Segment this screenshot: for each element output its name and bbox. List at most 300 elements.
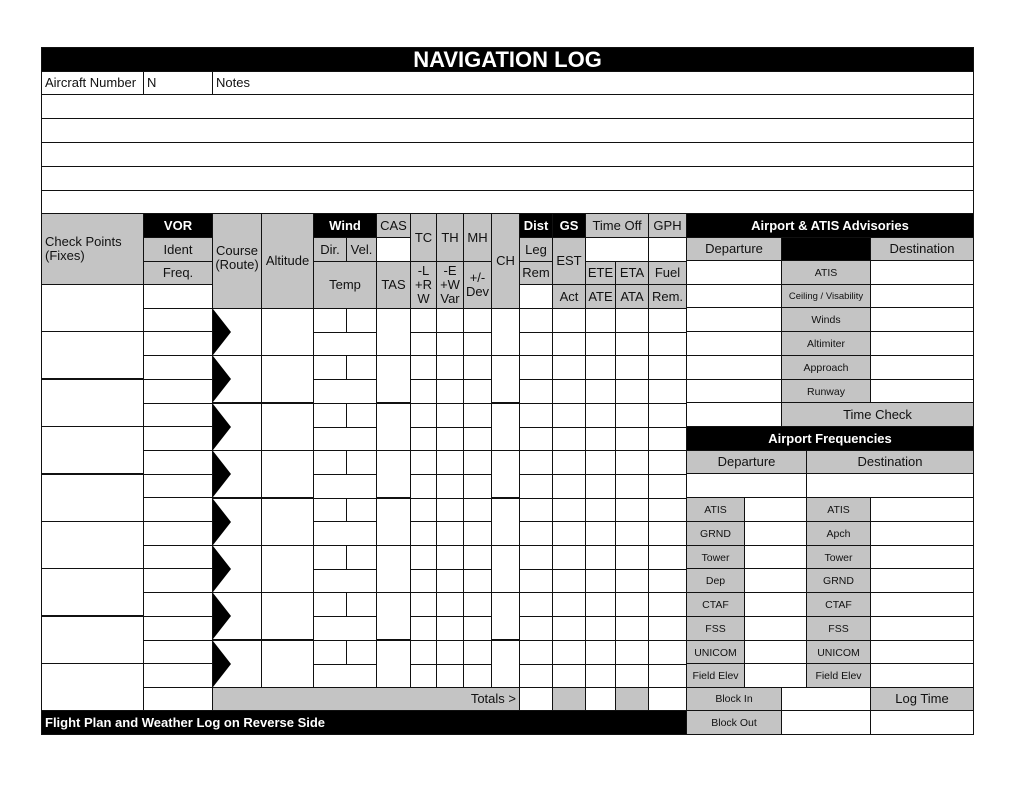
heading-cell[interactable] — [410, 379, 437, 404]
temp-cell[interactable] — [313, 521, 377, 546]
freq-departure-header — [686, 450, 807, 474]
notes-line[interactable] — [41, 142, 974, 167]
log-cell[interactable] — [648, 308, 687, 333]
altitude-cell[interactable] — [261, 308, 314, 356]
heading-cell[interactable] — [463, 379, 492, 404]
wind-dir-cell[interactable] — [313, 308, 347, 333]
notes-line[interactable] — [41, 166, 974, 191]
vor-cell[interactable] — [143, 497, 213, 522]
notes-line[interactable] — [41, 94, 974, 119]
heading-cell[interactable] — [436, 521, 464, 546]
check-points-label: Check Points (Fixes) — [45, 234, 122, 263]
total-eta — [615, 687, 649, 711]
tas-cell[interactable] — [376, 403, 411, 451]
freq-departure-value[interactable] — [744, 616, 807, 641]
header-vel — [346, 237, 377, 262]
altitude-cell[interactable] — [261, 545, 314, 593]
course-arrow-icon — [213, 593, 231, 639]
wind-vel-cell[interactable] — [346, 308, 377, 333]
log-cell[interactable] — [519, 308, 553, 333]
freq-departure-airport[interactable] — [686, 473, 807, 498]
log-cell[interactable] — [615, 640, 649, 665]
log-cell[interactable] — [552, 569, 586, 594]
wind-vel-cell[interactable] — [346, 355, 377, 380]
log-cell[interactable] — [615, 379, 649, 404]
log-cell[interactable] — [519, 403, 553, 428]
header-gs — [552, 213, 586, 238]
log-cell[interactable] — [648, 450, 687, 475]
vor-label: VOR — [163, 217, 193, 233]
heading-cell[interactable] — [410, 545, 437, 570]
log-cell[interactable] — [648, 616, 687, 641]
freq-destination-label-text: ATIS — [827, 503, 850, 516]
log-cell[interactable] — [585, 498, 616, 523]
altitude-cell[interactable] — [261, 403, 314, 451]
wind-dir-cell[interactable] — [313, 498, 347, 523]
vor-cell[interactable] — [143, 284, 213, 309]
freq-departure-label — [686, 616, 745, 641]
notes-line[interactable] — [41, 118, 974, 143]
freq-destination-value[interactable] — [870, 568, 974, 593]
log-cell[interactable] — [648, 521, 687, 546]
atis-row-label — [781, 284, 871, 309]
check-point-cell[interactable] — [41, 474, 144, 522]
log-cell[interactable] — [615, 474, 649, 499]
totals-label — [212, 687, 520, 711]
log-cell[interactable] — [615, 498, 649, 523]
heading-cell[interactable] — [410, 403, 437, 428]
log-cell[interactable] — [585, 592, 616, 617]
log-cell[interactable] — [519, 592, 553, 617]
freq-destination-airport[interactable] — [806, 473, 974, 498]
heading-cell[interactable] — [463, 450, 492, 475]
check-point-cell[interactable] — [41, 568, 144, 616]
header-dev — [463, 261, 492, 309]
log-cell[interactable] — [585, 308, 616, 333]
tas-cell[interactable] — [376, 640, 411, 688]
block-out-field[interactable] — [781, 710, 871, 735]
log-cell[interactable] — [615, 592, 649, 617]
log-time-field[interactable] — [870, 710, 974, 735]
freq-destination-label-text: GRND — [823, 574, 854, 587]
heading-cell[interactable] — [410, 521, 437, 546]
vor-cell[interactable] — [143, 403, 213, 428]
heading-cell[interactable] — [463, 474, 492, 499]
freq-destination-value[interactable] — [870, 640, 974, 665]
n-prefix: N — [147, 75, 157, 90]
wind-dir-cell[interactable] — [313, 355, 347, 380]
wind-dir-cell[interactable] — [313, 545, 347, 570]
log-cell[interactable] — [552, 474, 586, 499]
heading-cell[interactable] — [436, 403, 464, 428]
time-off-value[interactable] — [585, 237, 649, 262]
header-gph — [648, 213, 687, 238]
tas-cell[interactable] — [376, 355, 411, 403]
ch-cell[interactable] — [491, 640, 520, 688]
heading-cell[interactable] — [410, 569, 437, 594]
aircraft-number-label-text: Aircraft Number — [45, 75, 137, 90]
log-cell[interactable] — [585, 332, 616, 357]
log-cell[interactable] — [519, 427, 553, 452]
altitude-label: Altitude — [265, 253, 310, 268]
log-cell[interactable] — [648, 355, 687, 380]
log-cell[interactable] — [552, 521, 586, 546]
log-cell[interactable] — [615, 569, 649, 594]
check-point-cell[interactable] — [41, 663, 144, 711]
freq-destination-label-text: Tower — [824, 551, 853, 564]
freq-departure-label-text: UNICOM — [694, 646, 737, 659]
dist-blank[interactable] — [519, 284, 553, 309]
atis-departure-cell[interactable] — [686, 284, 782, 309]
log-cell[interactable] — [519, 474, 553, 499]
block-in-label — [686, 687, 782, 711]
ch-cell[interactable] — [491, 545, 520, 593]
block-in-field[interactable] — [781, 687, 871, 711]
tas-cell[interactable] — [376, 545, 411, 593]
log-cell[interactable] — [552, 427, 586, 452]
heading-cell[interactable] — [463, 332, 492, 357]
ch-cell[interactable] — [491, 308, 520, 356]
log-cell[interactable] — [648, 640, 687, 665]
freq-departure-value[interactable] — [744, 640, 807, 665]
atis-destination-cell[interactable] — [870, 307, 974, 332]
vor-cell[interactable] — [143, 331, 213, 356]
time-check-departure[interactable] — [686, 402, 782, 427]
freq-departure-label — [686, 545, 745, 570]
freq-departure-label — [686, 640, 745, 665]
log-cell[interactable] — [585, 640, 616, 665]
vor-cell[interactable] — [143, 545, 213, 570]
atis-departure-cell[interactable] — [686, 307, 782, 332]
log-cell[interactable] — [648, 498, 687, 523]
wind-dir-cell[interactable] — [313, 450, 347, 475]
heading-cell[interactable] — [436, 450, 464, 475]
heading-cell[interactable] — [436, 616, 464, 641]
tas-cell[interactable] — [376, 498, 411, 546]
heading-cell[interactable] — [463, 427, 492, 452]
ch-cell[interactable] — [491, 355, 520, 403]
heading-cell[interactable] — [463, 521, 492, 546]
total-dist[interactable] — [519, 687, 553, 711]
heading-cell[interactable] — [410, 450, 437, 475]
log-cell[interactable] — [552, 355, 586, 380]
heading-cell[interactable] — [436, 640, 464, 665]
log-cell[interactable] — [519, 569, 553, 594]
freq-departure-value[interactable] — [744, 545, 807, 570]
gph-value[interactable] — [648, 237, 687, 262]
header-mh — [463, 213, 492, 262]
log-cell[interactable] — [615, 427, 649, 452]
atis-title-text: Airport & ATIS Advisories — [751, 217, 909, 233]
check-point-cell[interactable] — [41, 331, 144, 379]
freq-destination-value[interactable] — [870, 592, 974, 617]
log-cell[interactable] — [615, 355, 649, 380]
log-cell[interactable] — [615, 332, 649, 357]
heading-cell[interactable] — [463, 403, 492, 428]
heading-cell[interactable] — [410, 355, 437, 380]
heading-cell[interactable] — [463, 640, 492, 665]
freq-destination-value[interactable] — [870, 616, 974, 641]
airport-frequencies-title — [686, 426, 974, 451]
check-point-cell[interactable] — [41, 616, 144, 664]
log-cell[interactable] — [615, 403, 649, 428]
log-cell[interactable] — [552, 545, 586, 570]
atis-row-label-text: Runway — [807, 385, 845, 398]
atis-departure-cell[interactable] — [686, 260, 782, 285]
heading-cell[interactable] — [463, 308, 492, 333]
log-cell[interactable] — [519, 521, 553, 546]
vor-cell[interactable] — [143, 308, 213, 333]
heading-cell[interactable] — [410, 592, 437, 617]
heading-cell[interactable] — [410, 664, 437, 689]
log-cell[interactable] — [519, 664, 553, 689]
ch-cell[interactable] — [491, 403, 520, 451]
heading-cell[interactable] — [436, 498, 464, 523]
log-cell[interactable] — [552, 379, 586, 404]
log-cell[interactable] — [648, 379, 687, 404]
altitude-cell[interactable] — [261, 450, 314, 498]
temp-cell[interactable] — [313, 379, 377, 404]
freq-destination-value[interactable] — [870, 545, 974, 570]
freq-destination-value[interactable] — [870, 497, 974, 522]
freq-departure-value[interactable] — [744, 497, 807, 522]
wind-vel-cell[interactable] — [346, 640, 377, 665]
freq-departure-value[interactable] — [744, 568, 807, 593]
heading-cell[interactable] — [436, 664, 464, 689]
wind-dir-cell[interactable] — [313, 640, 347, 665]
log-cell[interactable] — [585, 545, 616, 570]
log-cell[interactable] — [648, 403, 687, 428]
vor-cell[interactable] — [143, 521, 213, 546]
log-cell[interactable] — [552, 616, 586, 641]
freq-destination-label-text: FSS — [828, 622, 849, 635]
vor-cell[interactable] — [143, 426, 213, 451]
freq-destination-value[interactable] — [870, 663, 974, 688]
heading-cell[interactable] — [463, 592, 492, 617]
vor-cell[interactable] — [143, 355, 213, 380]
log-cell[interactable] — [552, 592, 586, 617]
check-point-cell[interactable] — [41, 521, 144, 569]
wind-dir-cell[interactable] — [313, 403, 347, 428]
altitude-cell[interactable] — [261, 355, 314, 403]
log-cell[interactable] — [552, 640, 586, 665]
temp-cell[interactable] — [313, 664, 377, 689]
course-arrow-icon — [213, 309, 231, 355]
heading-cell[interactable] — [463, 545, 492, 570]
log-cell[interactable] — [552, 450, 586, 475]
footer-note — [41, 710, 688, 735]
log-cell[interactable] — [552, 403, 586, 428]
log-cell[interactable] — [648, 474, 687, 499]
heading-cell[interactable] — [463, 664, 492, 689]
freq-destination-value[interactable] — [870, 521, 974, 546]
log-cell[interactable] — [552, 332, 586, 357]
atis-departure-cell[interactable] — [686, 331, 782, 356]
heading-cell[interactable] — [410, 427, 437, 452]
header-fuel — [648, 261, 687, 285]
log-cell[interactable] — [585, 521, 616, 546]
check-point-cell[interactable] — [41, 284, 144, 332]
header-ident — [143, 237, 213, 262]
log-cell[interactable] — [585, 450, 616, 475]
vor-cell[interactable] — [143, 474, 213, 499]
log-cell[interactable] — [519, 498, 553, 523]
log-cell[interactable] — [615, 664, 649, 689]
vor-cell[interactable] — [143, 568, 213, 593]
log-cell[interactable] — [615, 308, 649, 333]
log-cell[interactable] — [552, 664, 586, 689]
fuel-rem-label: Rem. — [651, 288, 684, 304]
altitude-cell[interactable] — [261, 640, 314, 688]
log-cell[interactable] — [585, 403, 616, 428]
tas-cell[interactable] — [376, 450, 411, 498]
freq-departure-label-text: ATIS — [704, 503, 727, 516]
altitude-cell[interactable] — [261, 592, 314, 640]
log-cell[interactable] — [585, 474, 616, 499]
freq-departure-value[interactable] — [744, 521, 807, 546]
altitude-cell[interactable] — [261, 498, 314, 546]
log-cell[interactable] — [648, 332, 687, 357]
temp-cell[interactable] — [313, 569, 377, 594]
log-cell[interactable] — [648, 592, 687, 617]
log-cell[interactable] — [585, 569, 616, 594]
total-gs — [552, 687, 586, 711]
log-cell[interactable] — [552, 308, 586, 333]
log-cell[interactable] — [648, 664, 687, 689]
heading-cell[interactable] — [410, 474, 437, 499]
heading-cell[interactable] — [436, 427, 464, 452]
notes-line[interactable] — [41, 190, 974, 214]
freq-destination-label — [806, 545, 871, 570]
course-arrow-icon — [213, 451, 231, 497]
log-cell[interactable] — [519, 640, 553, 665]
log-cell[interactable] — [552, 498, 586, 523]
wind-dir-cell[interactable] — [313, 592, 347, 617]
heading-cell[interactable] — [410, 308, 437, 333]
time-check-label — [781, 402, 974, 427]
heading-cell[interactable] — [410, 498, 437, 523]
temp-label: Temp — [329, 277, 361, 292]
atis-departure-cell[interactable] — [686, 379, 782, 404]
cas-value[interactable] — [376, 237, 411, 262]
heading-cell[interactable] — [436, 332, 464, 357]
wind-vel-cell[interactable] — [346, 498, 377, 523]
tas-cell[interactable] — [376, 308, 411, 356]
wind-vel-cell[interactable] — [346, 450, 377, 475]
freq-destination-label — [806, 640, 871, 665]
atis-destination-cell[interactable] — [870, 331, 974, 356]
log-cell[interactable] — [585, 664, 616, 689]
header-est — [552, 237, 586, 285]
heading-cell[interactable] — [436, 474, 464, 499]
atis-destination-cell[interactable] — [870, 355, 974, 380]
notes-field[interactable] — [212, 71, 974, 95]
vor-cell[interactable] — [143, 450, 213, 475]
ch-cell[interactable] — [491, 592, 520, 640]
temp-cell[interactable] — [313, 474, 377, 499]
rem-label: Rem — [522, 265, 550, 280]
freq-departure-text: Departure — [717, 454, 776, 469]
ch-cell[interactable] — [491, 498, 520, 546]
vor-cell[interactable] — [143, 640, 213, 665]
log-cell[interactable] — [519, 379, 553, 404]
heading-cell[interactable] — [410, 616, 437, 641]
vor-cell[interactable] — [143, 663, 213, 688]
vor-cell[interactable] — [143, 379, 213, 404]
atis-departure-header — [686, 237, 782, 261]
heading-cell[interactable] — [463, 616, 492, 641]
heading-cell[interactable] — [463, 355, 492, 380]
freq-departure-value[interactable] — [744, 663, 807, 688]
heading-cell[interactable] — [436, 308, 464, 333]
heading-cell[interactable] — [436, 545, 464, 570]
check-point-cell[interactable] — [41, 379, 144, 427]
heading-cell[interactable] — [410, 332, 437, 357]
log-cell[interactable] — [585, 427, 616, 452]
header-dist — [519, 213, 553, 238]
heading-cell[interactable] — [463, 569, 492, 594]
tas-cell[interactable] — [376, 592, 411, 640]
atis-destination-cell[interactable] — [870, 260, 974, 285]
wind-vel-cell[interactable] — [346, 545, 377, 570]
atis-departure-cell[interactable] — [686, 355, 782, 380]
log-cell[interactable] — [585, 355, 616, 380]
log-cell[interactable] — [615, 616, 649, 641]
atis-row-label-text: Winds — [811, 313, 841, 326]
heading-cell[interactable] — [436, 569, 464, 594]
freq-destination-label — [806, 592, 871, 617]
freq-departure-label-text: CTAF — [702, 598, 729, 611]
wind-vel-cell[interactable] — [346, 403, 377, 428]
aircraft-n-field[interactable] — [143, 71, 213, 95]
atis-destination-cell[interactable] — [870, 284, 974, 309]
ate-label: ATE — [588, 288, 613, 304]
temp-cell[interactable] — [313, 427, 377, 452]
wind-vel-cell[interactable] — [346, 592, 377, 617]
atis-destination-cell[interactable] — [870, 379, 974, 404]
log-cell[interactable] — [585, 379, 616, 404]
heading-cell[interactable] — [436, 379, 464, 404]
heading-cell[interactable] — [410, 640, 437, 665]
vor-cell[interactable] — [143, 592, 213, 617]
heading-cell[interactable] — [436, 355, 464, 380]
log-cell[interactable] — [615, 521, 649, 546]
log-cell[interactable] — [615, 450, 649, 475]
heading-cell[interactable] — [436, 592, 464, 617]
temp-cell[interactable] — [313, 616, 377, 641]
log-cell[interactable] — [648, 545, 687, 570]
log-cell[interactable] — [519, 616, 553, 641]
heading-cell[interactable] — [463, 498, 492, 523]
log-cell[interactable] — [615, 545, 649, 570]
header-eta — [615, 261, 649, 285]
log-cell[interactable] — [585, 616, 616, 641]
dir-label: Dir. — [320, 241, 340, 257]
ch-cell[interactable] — [491, 450, 520, 498]
log-cell[interactable] — [519, 450, 553, 475]
temp-cell[interactable] — [313, 332, 377, 357]
log-cell[interactable] — [519, 332, 553, 357]
log-cell[interactable] — [648, 569, 687, 594]
log-cell[interactable] — [519, 545, 553, 570]
freq-departure-value[interactable] — [744, 592, 807, 617]
log-cell[interactable] — [648, 427, 687, 452]
check-point-cell[interactable] — [41, 426, 144, 474]
log-cell[interactable] — [519, 355, 553, 380]
total-ete[interactable] — [585, 687, 616, 711]
total-fuel[interactable] — [648, 687, 687, 711]
vor-cell[interactable] — [143, 616, 213, 641]
